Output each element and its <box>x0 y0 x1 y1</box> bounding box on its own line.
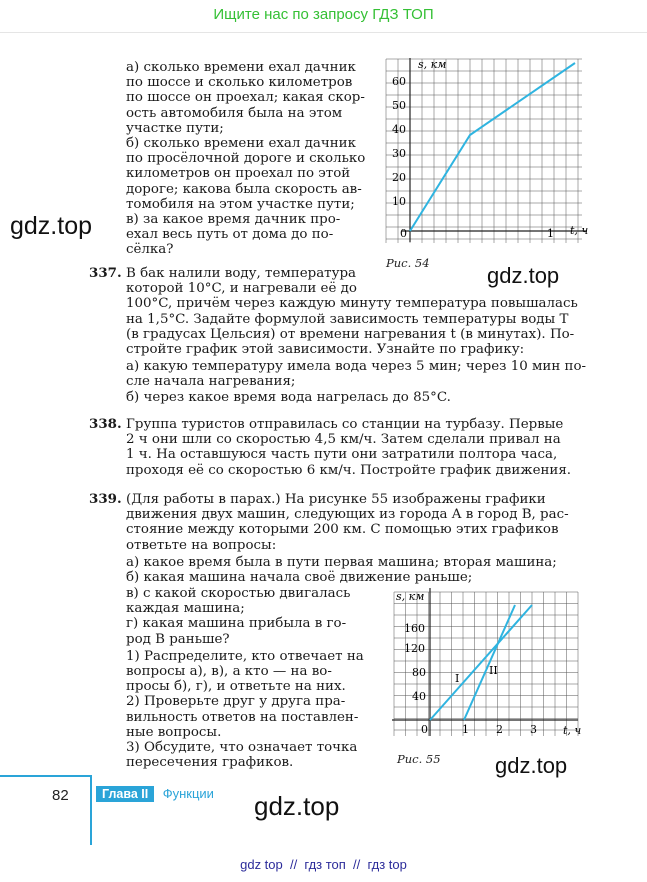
y-tick-54: 30 <box>392 147 406 160</box>
intro-line: по шоссе и сколько километров <box>126 75 353 91</box>
text-line: 3) Обсудите, что означает точка <box>126 740 358 756</box>
text-line: просы б), г), и ответьте на них. <box>126 679 346 695</box>
exercise-339 <box>126 492 600 585</box>
text-line: движения двух машин, следующих из города A в город B, рас- <box>126 507 569 523</box>
banner-divider <box>0 32 647 33</box>
text-line: сле начала нагревания; <box>126 374 296 390</box>
text-line: ные вопросы. <box>126 724 222 740</box>
watermark: gdz.top <box>254 791 340 821</box>
exercise-337 <box>126 266 600 405</box>
intro-line: дороге; какова была скорость ав- <box>126 181 362 197</box>
exercise-338 <box>126 417 600 478</box>
y-tick-55: 120 <box>404 642 425 655</box>
intro-line: сёлка? <box>126 242 174 258</box>
x-tick-55: 1 <box>462 723 469 736</box>
y-tick-55: 160 <box>404 622 425 635</box>
intro-line: километров он проехал по этой <box>126 166 351 182</box>
text-line: а) какое время была в пути первая машина; вторая машина; <box>126 554 557 570</box>
intro-line: томобиля на этом участке пути; <box>126 196 355 212</box>
intro-line: в) за какое время дачник про- <box>126 212 341 228</box>
y-tick-55: 40 <box>412 690 426 703</box>
intro-line: ость автомобиля была на этом <box>126 105 343 121</box>
watermark: gdz.top <box>495 753 568 778</box>
text-line: ответьте на вопросы: <box>126 537 277 553</box>
text-line: В бак налили воду, температура <box>126 266 357 281</box>
intro-text <box>126 60 378 258</box>
grid-54 <box>386 59 582 243</box>
figure-54-caption: Рис. 54 <box>386 256 430 270</box>
text-line: 1) Распределите, кто отвечает на <box>126 648 364 664</box>
text-line: г) какая машина прибыла в го- <box>126 616 347 632</box>
intro-line: по просёлочной дороге и сколько <box>126 151 366 167</box>
text-line: вильность ответов на поставлен- <box>126 709 359 725</box>
text-line: вопросы а), в), а кто — на во- <box>126 664 332 680</box>
footer-rule-horizontal <box>0 775 91 777</box>
series-label-II: II <box>489 664 498 677</box>
exercise-339-questions <box>126 586 374 770</box>
series-line-54 <box>410 63 575 231</box>
chapter-badge: Глава II <box>96 786 154 802</box>
x-tick-55: 2 <box>496 723 503 736</box>
text-line: пересечения графиков. <box>126 755 294 771</box>
text-line: в) с какой скоростью двигалась <box>126 586 351 601</box>
x-tick-54: 1 <box>547 227 554 240</box>
intro-line: участке пути; <box>126 120 224 136</box>
exercise-number-337: 337. <box>89 265 122 281</box>
y-tick-55: 80 <box>412 666 426 679</box>
exercise-number-339: 339. <box>89 491 122 507</box>
y-tick-54: 50 <box>392 99 406 112</box>
y-tick-54: 60 <box>392 75 406 88</box>
text-line: стройте график этой зависимости. Узнайте по графику: <box>126 342 525 358</box>
watermark: gdz.top <box>487 263 560 288</box>
series-label-I: I <box>455 672 460 685</box>
x-tick-55: 0 <box>421 723 428 736</box>
figure-55-caption: Рис. 55 <box>397 752 441 766</box>
intro-line: а) сколько времени ехал дачник <box>126 60 356 75</box>
text-line: (Для работы в парах.) На рисунке 55 изображены графики <box>126 492 546 507</box>
text-line: б) через какое время вода нагрелась до 85°C. <box>126 389 451 405</box>
text-line: стояние между которыми 200 км. С помощью этих графиков <box>126 522 559 538</box>
y-tick-54: 10 <box>392 195 406 208</box>
chapter-header <box>96 785 214 803</box>
figure-55 <box>380 586 585 746</box>
top-banner: Ищите нас по запросу ГДЗ ТОП <box>213 6 434 23</box>
x-axis-label-55: t, ч <box>563 724 582 737</box>
bottom-links[interactable]: gdz top // гдз топ // гдз top <box>240 857 407 872</box>
text-line: (в градусах Цельсия) от времени нагревания t (в минутах). По- <box>126 326 575 342</box>
text-line: которой 10°C, и нагревали её до <box>126 281 357 297</box>
text-line: на 1,5°C. Задайте формулой зависимость температуры воды T <box>126 311 569 327</box>
series-line-II <box>464 605 515 720</box>
page-number: 82 <box>52 787 69 804</box>
figure-54 <box>382 54 592 254</box>
exercise-number-338: 338. <box>89 416 122 432</box>
intro-line: по шоссе он проехал; какая скор- <box>126 90 365 106</box>
grid-55 <box>394 592 578 736</box>
text-line: 100°C, причём через каждую минуту температура повышалась <box>126 296 578 312</box>
text-line: каждая машина; <box>126 601 245 617</box>
y-tick-54: 40 <box>392 123 406 136</box>
footer-rule-vertical <box>90 775 92 845</box>
x-tick-55: 3 <box>530 723 537 736</box>
text-line: 1 ч. На оставшуюся часть пути они затратили полтора часа, <box>126 447 558 463</box>
y-tick-54: 20 <box>392 171 406 184</box>
y-axis-label-55: s, км <box>396 590 425 603</box>
intro-line: б) сколько времени ехал дачник <box>126 136 356 152</box>
chapter-title: Функции <box>162 786 214 801</box>
text-line: а) какую температуру имела вода через 5 мин; через 10 мин по- <box>126 359 587 375</box>
intro-line: ехал весь путь от дома до по- <box>126 227 334 243</box>
text-line: б) какая машина начала своё движение раньше; <box>126 570 473 586</box>
text-line: проходя её со скоростью 6 км/ч. Постройте график движения. <box>126 462 572 478</box>
text-line: род B раньше? <box>126 631 230 647</box>
watermark: gdz.top <box>10 212 93 240</box>
text-line: 2) Проверьте друг у друга пра- <box>126 694 346 710</box>
text-line: 2 ч они шли со скоростью 4,5 км/ч. Затем сделали привал на <box>126 432 561 448</box>
y-axis-label-54: s, км <box>418 58 447 71</box>
x-axis-label-54: t, ч <box>570 224 589 237</box>
text-line: Группа туристов отправилась со станции на турбазу. Первые <box>126 417 564 432</box>
series-line-I <box>430 605 532 720</box>
origin-label-54: 0 <box>400 227 407 240</box>
